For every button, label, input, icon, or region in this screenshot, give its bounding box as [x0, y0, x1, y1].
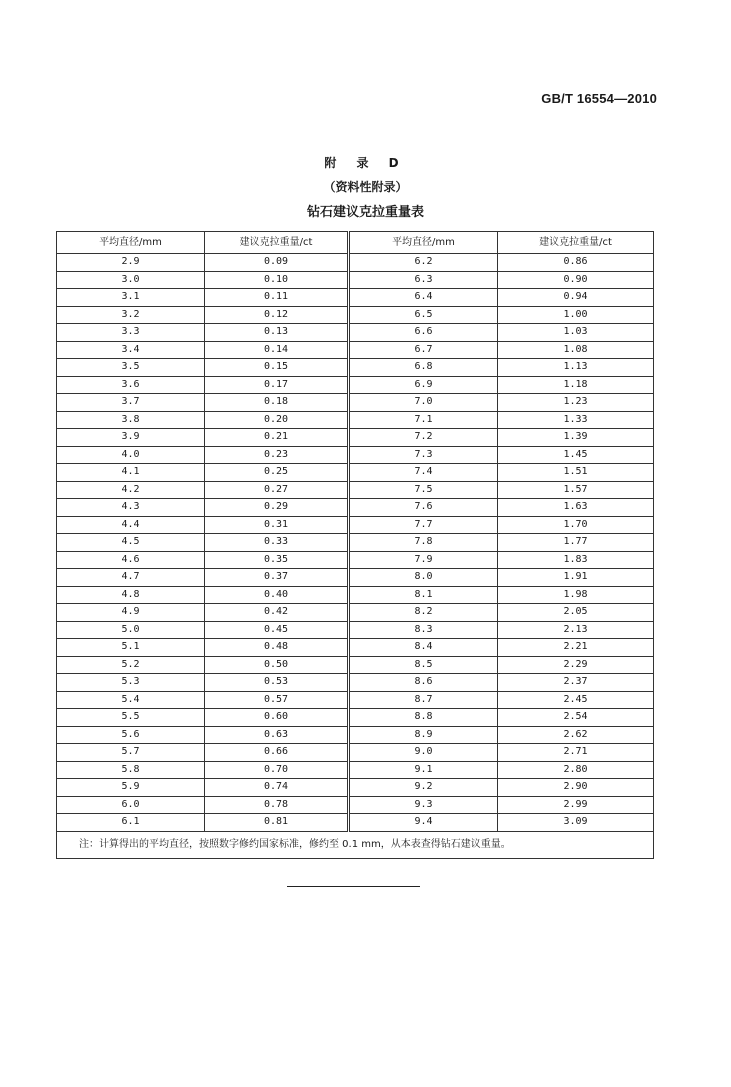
cell-diameter-left: 4.6 [57, 551, 205, 569]
table-row [57, 586, 654, 604]
cell-diameter-right: 9.4 [349, 814, 498, 832]
cell-diameter-left: 5.9 [57, 779, 205, 797]
cell-diameter-left: 4.0 [57, 446, 205, 464]
cell-diameter-left: 4.7 [57, 569, 205, 587]
cell-diameter-left: 4.5 [57, 534, 205, 552]
cell-weight-right: 1.18 [498, 376, 654, 394]
cell-weight-left: 0.13 [205, 324, 349, 342]
cell-diameter-right: 8.1 [349, 586, 498, 604]
cell-weight-right: 1.91 [498, 569, 654, 587]
cell-diameter-left: 4.3 [57, 499, 205, 517]
cell-diameter-left: 5.7 [57, 744, 205, 762]
table-row [57, 254, 654, 272]
cell-weight-right: 1.03 [498, 324, 654, 342]
cell-diameter-left: 4.9 [57, 604, 205, 622]
table-note: 注：计算得出的平均直径，按照数字修约国家标准，修约至 0.1 mm，从本表查得钻石建议重量。 [57, 831, 654, 858]
cell-weight-left: 0.12 [205, 306, 349, 324]
cell-diameter-left: 6.1 [57, 814, 205, 832]
cell-diameter-right: 8.8 [349, 709, 498, 727]
annex-type: （资料性附录） [323, 180, 408, 194]
cell-weight-left: 0.45 [205, 621, 349, 639]
cell-weight-left: 0.40 [205, 586, 349, 604]
cell-weight-right: 2.05 [498, 604, 654, 622]
cell-weight-left: 0.53 [205, 674, 349, 692]
cell-diameter-right: 9.3 [349, 796, 498, 814]
cell-weight-right: 1.33 [498, 411, 654, 429]
cell-diameter-right: 7.8 [349, 534, 498, 552]
cell-weight-left: 0.63 [205, 726, 349, 744]
cell-diameter-right: 9.2 [349, 779, 498, 797]
cell-diameter-left: 4.8 [57, 586, 205, 604]
cell-weight-left: 0.27 [205, 481, 349, 499]
cell-weight-right: 2.62 [498, 726, 654, 744]
cell-diameter-right: 9.1 [349, 761, 498, 779]
table-row [57, 446, 654, 464]
cell-diameter-right: 9.0 [349, 744, 498, 762]
cell-weight-right: 2.29 [498, 656, 654, 674]
cell-weight-right: 2.71 [498, 744, 654, 762]
cell-weight-left: 0.17 [205, 376, 349, 394]
cell-weight-left: 0.29 [205, 499, 349, 517]
cell-diameter-left: 3.0 [57, 271, 205, 289]
table-row [57, 604, 654, 622]
cell-weight-left: 0.66 [205, 744, 349, 762]
cell-weight-right: 1.98 [498, 586, 654, 604]
cell-diameter-right: 8.4 [349, 639, 498, 657]
cell-diameter-left: 4.4 [57, 516, 205, 534]
cell-weight-right: 2.80 [498, 761, 654, 779]
table-row [57, 709, 654, 727]
cell-weight-left: 0.35 [205, 551, 349, 569]
table-row [57, 744, 654, 762]
cell-diameter-left: 5.0 [57, 621, 205, 639]
cell-weight-right: 3.09 [498, 814, 654, 832]
cell-diameter-left: 5.3 [57, 674, 205, 692]
cell-diameter-right: 6.7 [349, 341, 498, 359]
cell-diameter-right: 6.8 [349, 359, 498, 377]
cell-weight-left: 0.21 [205, 429, 349, 447]
cell-diameter-left: 5.8 [57, 761, 205, 779]
table-row [57, 394, 654, 412]
table-row [57, 359, 654, 377]
table-row [57, 306, 654, 324]
annex-title: 钻石建议克拉重量表 [306, 205, 424, 220]
cell-weight-right: 2.45 [498, 691, 654, 709]
cell-diameter-left: 5.5 [57, 709, 205, 727]
cell-diameter-left: 3.9 [57, 429, 205, 447]
cell-weight-left: 0.11 [205, 289, 349, 307]
cell-weight-right: 1.45 [498, 446, 654, 464]
cell-diameter-right: 7.9 [349, 551, 498, 569]
cell-weight-right: 1.57 [498, 481, 654, 499]
cell-weight-left: 0.31 [205, 516, 349, 534]
cell-diameter-right: 7.5 [349, 481, 498, 499]
table-row [57, 814, 654, 832]
cell-weight-left: 0.20 [205, 411, 349, 429]
cell-weight-right: 2.37 [498, 674, 654, 692]
table-note-row [57, 831, 654, 858]
cell-diameter-right: 7.3 [349, 446, 498, 464]
cell-weight-left: 0.57 [205, 691, 349, 709]
header-weight-left: 建议克拉重量/ct [205, 232, 349, 254]
cell-weight-right: 1.23 [498, 394, 654, 412]
cell-weight-right: 0.90 [498, 271, 654, 289]
cell-weight-left: 0.09 [205, 254, 349, 272]
cell-weight-right: 1.83 [498, 551, 654, 569]
cell-weight-right: 1.13 [498, 359, 654, 377]
cell-diameter-left: 2.9 [57, 254, 205, 272]
cell-weight-left: 0.78 [205, 796, 349, 814]
table-row [57, 674, 654, 692]
cell-weight-right: 2.54 [498, 709, 654, 727]
end-rule [287, 886, 420, 887]
cell-diameter-left: 4.1 [57, 464, 205, 482]
cell-weight-left: 0.23 [205, 446, 349, 464]
cell-diameter-right: 7.2 [349, 429, 498, 447]
cell-diameter-right: 7.6 [349, 499, 498, 517]
table-row [57, 639, 654, 657]
cell-diameter-right: 6.5 [349, 306, 498, 324]
cell-weight-left: 0.10 [205, 271, 349, 289]
table-row [57, 411, 654, 429]
cell-diameter-left: 3.2 [57, 306, 205, 324]
header-weight-right: 建议克拉重量/ct [498, 232, 654, 254]
cell-weight-left: 0.70 [205, 761, 349, 779]
table-row [57, 481, 654, 499]
cell-weight-right: 1.00 [498, 306, 654, 324]
table-row [57, 569, 654, 587]
table-row [57, 656, 654, 674]
cell-weight-left: 0.15 [205, 359, 349, 377]
cell-weight-right: 1.39 [498, 429, 654, 447]
table-row [57, 726, 654, 744]
cell-diameter-left: 3.6 [57, 376, 205, 394]
cell-diameter-right: 7.4 [349, 464, 498, 482]
cell-diameter-right: 8.5 [349, 656, 498, 674]
cell-diameter-left: 3.3 [57, 324, 205, 342]
table-row [57, 324, 654, 342]
cell-diameter-right: 8.7 [349, 691, 498, 709]
cell-weight-left: 0.33 [205, 534, 349, 552]
table-row [57, 341, 654, 359]
cell-weight-left: 0.42 [205, 604, 349, 622]
cell-weight-right: 2.90 [498, 779, 654, 797]
cell-diameter-left: 5.6 [57, 726, 205, 744]
cell-diameter-right: 7.1 [349, 411, 498, 429]
cell-diameter-right: 8.0 [349, 569, 498, 587]
table-row [57, 779, 654, 797]
carat-weight-table [56, 231, 654, 859]
cell-diameter-left: 3.7 [57, 394, 205, 412]
cell-weight-right: 0.86 [498, 254, 654, 272]
cell-diameter-right: 6.6 [349, 324, 498, 342]
table-row [57, 796, 654, 814]
cell-diameter-right: 6.3 [349, 271, 498, 289]
cell-diameter-left: 3.5 [57, 359, 205, 377]
table-row [57, 271, 654, 289]
cell-diameter-left: 3.1 [57, 289, 205, 307]
cell-diameter-left: 4.2 [57, 481, 205, 499]
standard-number: GB/T 16554—2010 [541, 91, 657, 106]
cell-weight-right: 1.77 [498, 534, 654, 552]
cell-diameter-left: 5.1 [57, 639, 205, 657]
cell-diameter-right: 6.2 [349, 254, 498, 272]
cell-weight-left: 0.60 [205, 709, 349, 727]
table-row [57, 551, 654, 569]
table-row [57, 516, 654, 534]
cell-diameter-right: 8.9 [349, 726, 498, 744]
cell-diameter-left: 3.8 [57, 411, 205, 429]
cell-weight-left: 0.37 [205, 569, 349, 587]
cell-weight-left: 0.14 [205, 341, 349, 359]
cell-diameter-right: 8.2 [349, 604, 498, 622]
cell-weight-right: 1.08 [498, 341, 654, 359]
table-row [57, 464, 654, 482]
cell-weight-left: 0.25 [205, 464, 349, 482]
cell-weight-right: 1.51 [498, 464, 654, 482]
cell-weight-left: 0.74 [205, 779, 349, 797]
cell-weight-right: 1.63 [498, 499, 654, 517]
cell-diameter-right: 6.9 [349, 376, 498, 394]
table-row [57, 376, 654, 394]
cell-weight-right: 2.21 [498, 639, 654, 657]
table-row [57, 621, 654, 639]
cell-diameter-right: 8.3 [349, 621, 498, 639]
table-row [57, 499, 654, 517]
header-diameter-right: 平均直径/mm [349, 232, 498, 254]
cell-weight-left: 0.50 [205, 656, 349, 674]
table-header-row [57, 232, 654, 254]
cell-diameter-left: 3.4 [57, 341, 205, 359]
cell-weight-right: 2.13 [498, 621, 654, 639]
table-row [57, 429, 654, 447]
cell-diameter-right: 7.7 [349, 516, 498, 534]
table-row [57, 289, 654, 307]
cell-weight-left: 0.48 [205, 639, 349, 657]
cell-weight-right: 1.70 [498, 516, 654, 534]
annex-label: 附 录 D [324, 156, 407, 170]
header-diameter-left: 平均直径/mm [57, 232, 205, 254]
cell-weight-right: 2.99 [498, 796, 654, 814]
cell-diameter-left: 6.0 [57, 796, 205, 814]
table-row [57, 534, 654, 552]
cell-weight-left: 0.81 [205, 814, 349, 832]
table-body [57, 254, 654, 832]
cell-diameter-left: 5.2 [57, 656, 205, 674]
cell-weight-right: 0.94 [498, 289, 654, 307]
cell-diameter-right: 7.0 [349, 394, 498, 412]
cell-diameter-right: 6.4 [349, 289, 498, 307]
cell-weight-left: 0.18 [205, 394, 349, 412]
cell-diameter-right: 8.6 [349, 674, 498, 692]
table-row [57, 691, 654, 709]
cell-diameter-left: 5.4 [57, 691, 205, 709]
table-row [57, 761, 654, 779]
